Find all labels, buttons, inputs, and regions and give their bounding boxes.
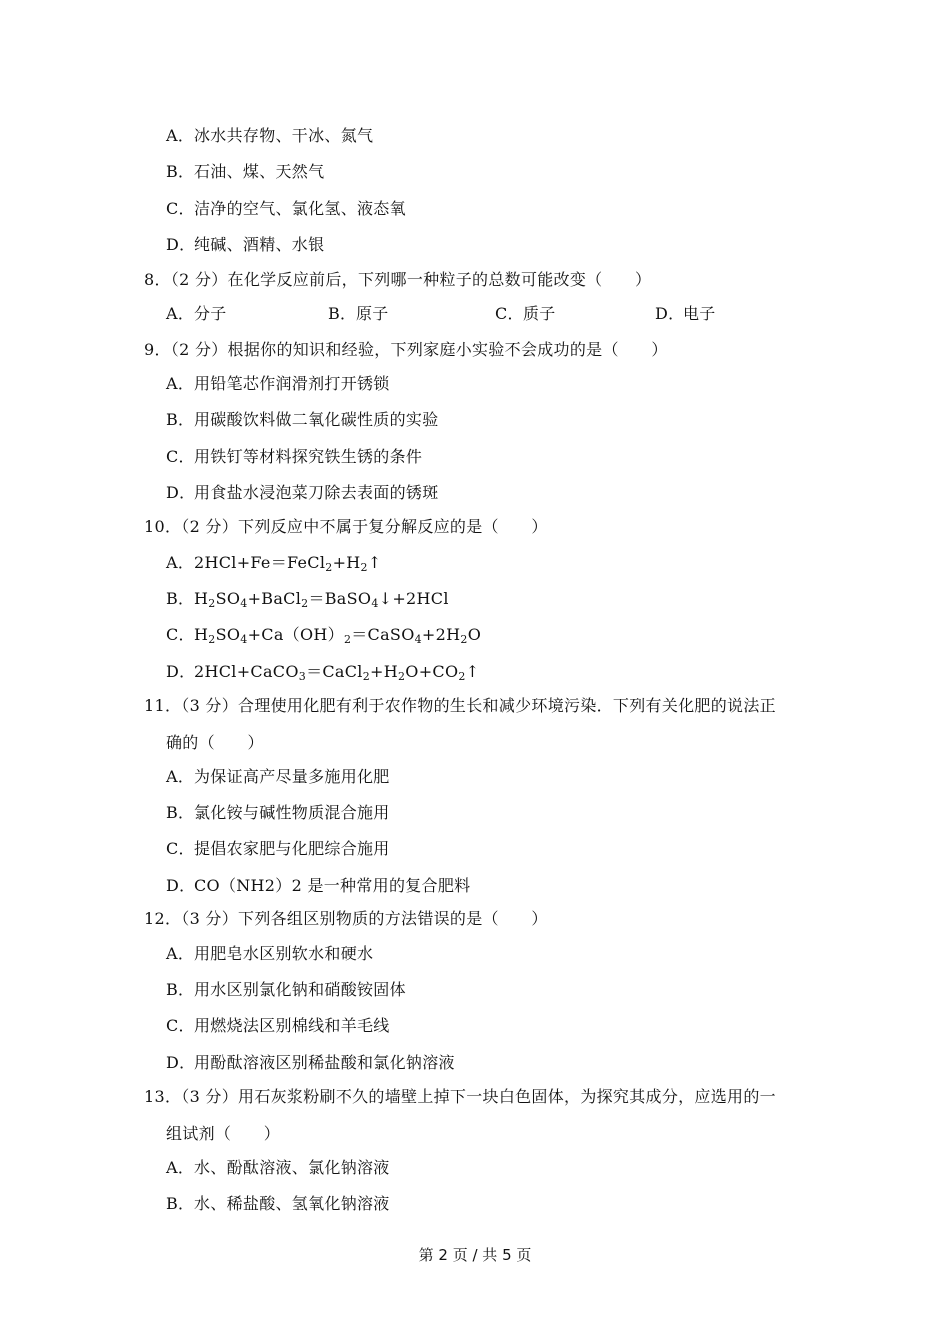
q10-option-d: [166, 662, 479, 682]
q11-option-d: [166, 876, 470, 896]
q8-options-row: [0, 304, 950, 324]
option-label: D．: [166, 235, 196, 254]
option-label: C．: [166, 1016, 195, 1035]
question-number: 8．: [144, 270, 171, 289]
q7-option-d: [166, 235, 324, 255]
eq-subscript: 4: [240, 597, 248, 610]
q12-option-b: [166, 980, 406, 1000]
option-label: D．: [166, 662, 196, 681]
question-text: （3 分）下列各组区别物质的方法错误的是（ ）: [181, 909, 548, 928]
q8-option-c: [495, 304, 556, 324]
eq-part: ＝CaSO: [351, 625, 415, 644]
q13-stem: [144, 1087, 776, 1107]
eq-part: ↑: [367, 553, 382, 572]
option-label: A．: [166, 374, 195, 393]
option-text: 用铅笔芯作润滑剂打开锈锁: [194, 374, 390, 393]
option-text: 用肥皂水区别软水和硬水: [194, 944, 374, 963]
eq-part: +2H: [421, 625, 461, 644]
option-text: 用碳酸饮料做二氧化碳性质的实验: [194, 410, 439, 429]
q12-option-c: [166, 1016, 390, 1036]
q11-stem-continued: 确的（ ）: [166, 733, 264, 752]
option-label: A．: [166, 1158, 195, 1177]
option-label: B．: [166, 803, 195, 822]
equation: [194, 625, 481, 644]
option-label: B．: [166, 162, 195, 181]
page-footer: 第 2 页 / 共 5 页: [418, 1246, 532, 1264]
option-text: 用铁钉等材料探究铁生锈的条件: [194, 447, 423, 466]
eq-part: ↓+2HCl: [378, 589, 449, 608]
q10-option-c: [166, 625, 481, 645]
q12-option-d: [166, 1053, 455, 1073]
q8-option-b: [328, 304, 389, 324]
option-text: 洁净的空气、氯化氢、液态氧: [194, 199, 406, 218]
question-text: （2 分）根据你的知识和经验，下列家庭小实验不会成功的是（ ）: [170, 340, 668, 359]
question-number: 12．: [144, 909, 182, 928]
option-text: 水、酚酞溶液、氯化钠溶液: [194, 1158, 390, 1177]
question-number: 13．: [144, 1087, 182, 1106]
option-text: 为保证高产尽量多施用化肥: [194, 767, 390, 786]
option-label: D．: [655, 304, 685, 323]
q7-option-c: [166, 199, 406, 219]
option-text: 原子: [356, 304, 389, 323]
q10-option-b: [166, 589, 449, 609]
option-label: B．: [166, 980, 195, 999]
eq-part: ＝BaSO: [308, 589, 372, 608]
eq-part: H: [194, 589, 209, 608]
q11-option-b: [166, 803, 390, 823]
option-text: 电子: [683, 304, 716, 323]
eq-subscript: 4: [414, 633, 422, 646]
eq-subscript: 2: [325, 561, 333, 574]
option-text: 用水区别氯化钠和硝酸铵固体: [194, 980, 406, 999]
option-label: B．: [166, 410, 195, 429]
option-label: B．: [328, 304, 357, 323]
eq-subscript: 2: [458, 670, 466, 683]
option-label: A．: [166, 304, 195, 323]
eq-part: 2HCl+CaCO: [194, 662, 299, 681]
q8-option-d: [655, 304, 716, 324]
option-label: A．: [166, 944, 195, 963]
option-label: C．: [166, 625, 195, 644]
eq-part: SO: [215, 625, 241, 644]
option-label: C．: [166, 447, 195, 466]
eq-subscript: 4: [240, 633, 248, 646]
option-label: C．: [166, 199, 195, 218]
question-text: （2 分）在化学反应前后，下列哪一种粒子的总数可能改变（ ）: [170, 270, 652, 289]
option-text: 冰水共存物、干冰、氮气: [194, 126, 374, 145]
eq-subscript: 2: [343, 633, 352, 646]
eq-subscript: 2: [208, 633, 216, 646]
option-label: D．: [166, 1053, 196, 1072]
eq-part: +Ca（OH）: [247, 625, 344, 644]
q13-option-a: [166, 1158, 390, 1178]
eq-part: ＝CaCl: [306, 662, 363, 681]
eq-part: H: [194, 625, 209, 644]
question-text: （2 分）下列反应中不属于复分解反应的是（ ）: [181, 517, 548, 536]
option-text: 纯碱、酒精、水银: [194, 235, 325, 254]
eq-part: +H: [370, 662, 398, 681]
option-text: 提倡农家肥与化肥综合施用: [194, 839, 390, 858]
eq-part: O: [467, 625, 482, 644]
q10-stem: [144, 517, 548, 537]
eq-subscript: 2: [301, 597, 309, 610]
option-text: 分子: [194, 304, 227, 323]
q8-stem: [144, 270, 651, 290]
option-label: A．: [166, 126, 195, 145]
q13-option-b: [166, 1194, 390, 1214]
option-text: 质子: [523, 304, 556, 323]
eq-subscript: 3: [298, 670, 307, 683]
option-label: B．: [166, 1194, 195, 1213]
q8-option-a: [166, 304, 227, 324]
equation: [194, 662, 479, 681]
q12-option-a: [166, 944, 373, 964]
equation: [194, 553, 382, 572]
question-text: （3 分）合理使用化肥有利于农作物的生长和减少环境污染．下列有关化肥的说法正: [181, 696, 776, 715]
eq-subscript: 2: [397, 670, 406, 683]
eq-subscript: 4: [371, 597, 379, 610]
option-text: 氯化铵与碱性物质混合施用: [194, 803, 390, 822]
eq-part: +H: [332, 553, 361, 572]
q12-stem: [144, 909, 548, 929]
question-number: 9．: [144, 340, 171, 359]
option-label: B．: [166, 589, 195, 608]
q7-option-b: [166, 162, 324, 182]
option-label: A．: [166, 767, 195, 786]
eq-part: +BaCl: [247, 589, 302, 608]
q9-option-b: [166, 410, 439, 430]
eq-part: O+CO: [405, 662, 459, 681]
option-label: A．: [166, 553, 195, 572]
option-text: 石油、煤、天然气: [194, 162, 325, 181]
q9-option-c: [166, 447, 422, 467]
option-text: 用酚酞溶液区别稀盐酸和氯化钠溶液: [194, 1053, 455, 1072]
q13-stem-continued: 组试剂（ ）: [166, 1124, 281, 1143]
q7-option-a: [166, 126, 373, 146]
option-label: C．: [495, 304, 524, 323]
eq-part: SO: [215, 589, 241, 608]
eq-subscript: 2: [460, 633, 468, 646]
eq-part: ↑: [465, 662, 480, 681]
question-text: （3 分）用石灰浆粉刷不久的墙壁上掉下一块白色固体，为探究其成分，应选用的一: [181, 1087, 776, 1106]
option-label: C．: [166, 839, 195, 858]
q9-option-a: [166, 374, 390, 394]
option-text: CO（NH2）2 是一种常用的复合肥料: [194, 876, 471, 895]
eq-subscript: 2: [208, 597, 216, 610]
q11-option-a: [166, 767, 390, 787]
option-text: 用食盐水浸泡菜刀除去表面的锈斑: [194, 483, 439, 502]
option-text: 水、稀盐酸、氢氧化钠溶液: [194, 1194, 390, 1213]
question-number: 10．: [144, 517, 182, 536]
q11-stem: [144, 696, 776, 716]
eq-subscript: 2: [360, 561, 368, 574]
q9-stem: [144, 340, 668, 360]
q9-option-d: [166, 483, 439, 503]
question-number: 11．: [144, 696, 182, 715]
option-label: D．: [166, 483, 196, 502]
eq-subscript: 2: [362, 670, 371, 683]
q11-option-c: [166, 839, 390, 859]
option-text: 用燃烧法区别棉线和羊毛线: [194, 1016, 390, 1035]
q10-option-a: [166, 553, 382, 573]
equation: [194, 589, 449, 608]
option-label: D．: [166, 876, 196, 895]
eq-part: 2HCl+Fe＝FeCl: [194, 553, 326, 572]
